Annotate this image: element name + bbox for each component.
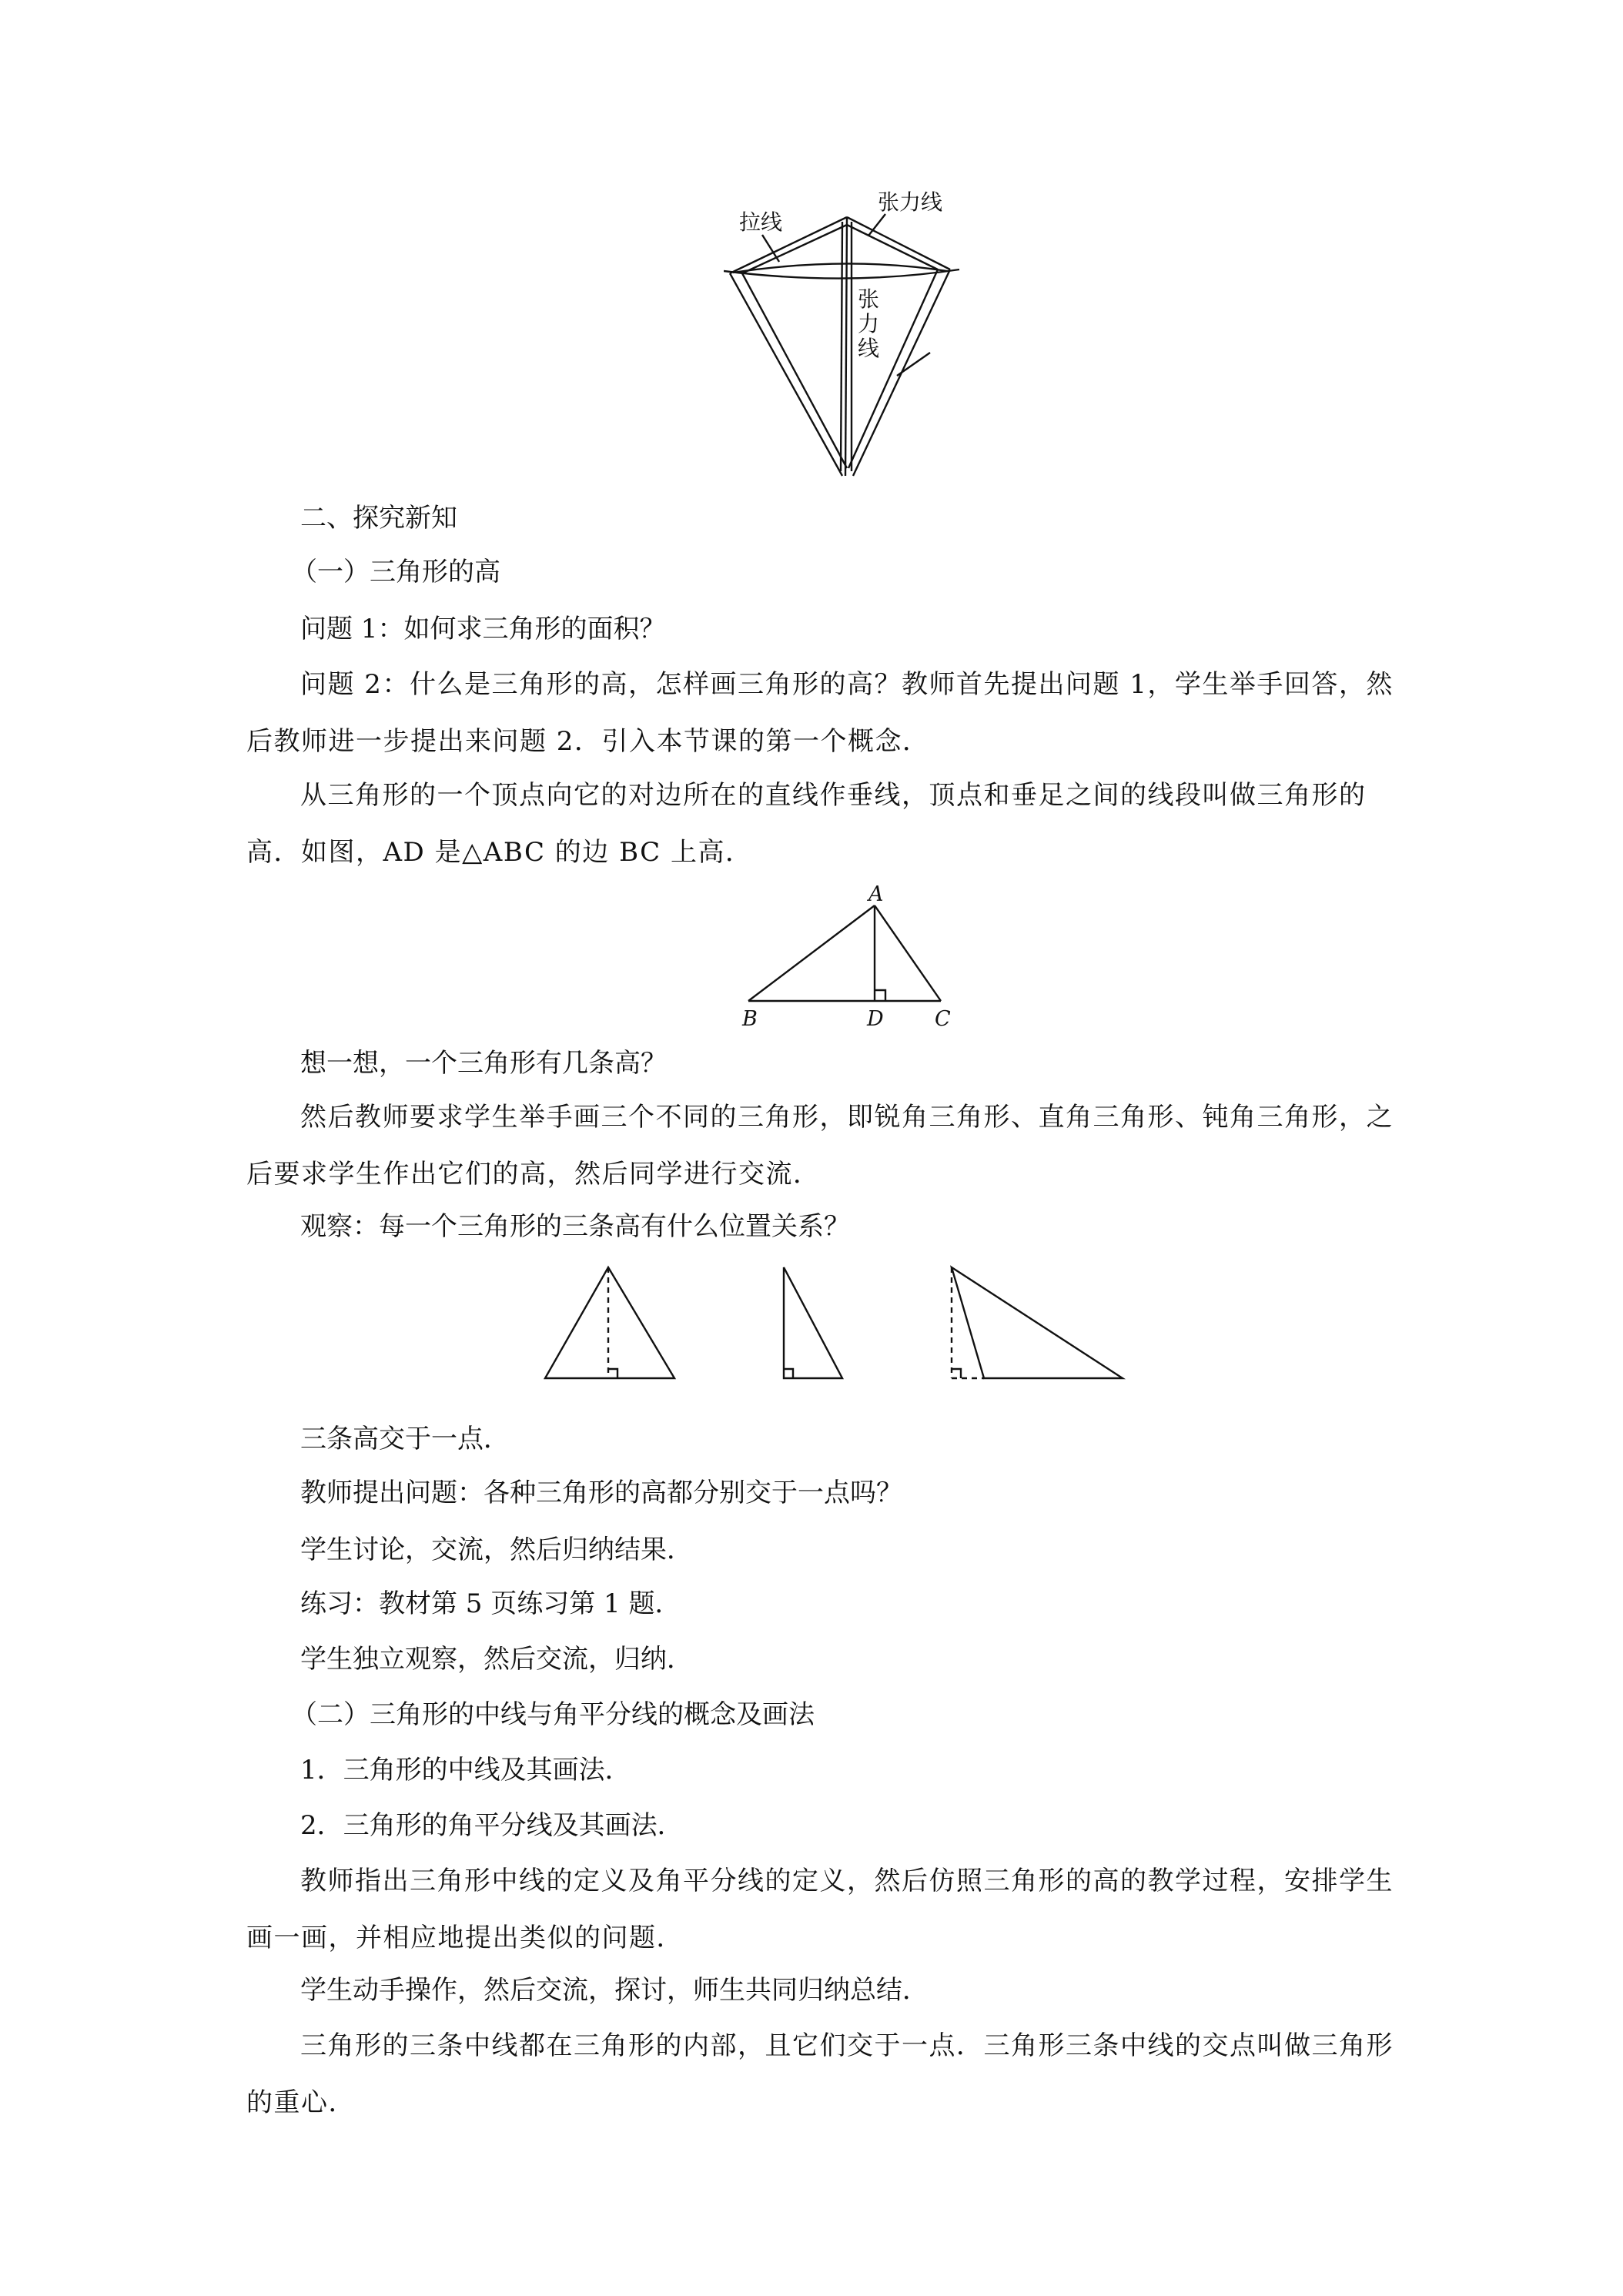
pull-line-label: 拉线 (739, 209, 783, 235)
teacher-question: 教师提出问题：各种三角形的高都分别交于一点吗？ (300, 1478, 902, 1508)
kite-figure (724, 185, 970, 477)
question-1: 问题 1：如何求三角形的面积？ (300, 614, 666, 644)
question-2: 问题 2：什么是三角形的高，怎样画三角形的高？教师首先提出问题 1，学生举手回答，然后教师进一步提出来问题 2．引入本节课的第一个概念． (246, 669, 1394, 757)
obtuse-triangle (952, 1267, 1123, 1378)
tension-line-top-label: 张力线 (878, 189, 943, 215)
triangle-abc-figure (731, 884, 962, 1030)
section-heading: 二、探究新知 (300, 503, 457, 534)
acute-triangle (545, 1267, 674, 1378)
vertex-a-label: A (868, 884, 884, 906)
observe-prompt: 观察：每一个三角形的三条高有什么位置关系？ (300, 1211, 850, 1242)
draw-three-triangles: 然后教师要求学生举手画三个不同的三角形，即锐角三角形、直角三角形、钝角三角形，之后要求学生作出它们的高，然后同学进行交流． (246, 1102, 1394, 1190)
three-triangles-figure (539, 1253, 1139, 1389)
tension-line-vertical-label-3: 线 (858, 336, 880, 361)
think-prompt: 想一想，一个三角形有几条高？ (300, 1048, 667, 1079)
vertex-c-label: C (935, 1007, 951, 1030)
item-angle-bisector: 2．三角形的角平分线及其画法． (300, 1810, 684, 1841)
tension-line-vertical-label-1: 张 (858, 286, 880, 312)
vertex-b-label: B (742, 1007, 758, 1030)
item-median: 1．三角形的中线及其画法． (300, 1755, 631, 1786)
hands-on: 学生动手操作，然后交流，探讨，师生共同归纳总结． (300, 1975, 929, 2006)
subsection-heading-median-bisector: （二）三角形的中线与角平分线的概念及画法 (291, 1699, 815, 1730)
teacher-point: 教师指出三角形中线的定义及角平分线的定义，然后仿照三角形的高的教学过程，安排学生画一画，并相应地提出类似的问题． (246, 1866, 1394, 1953)
student-discussion: 学生讨论，交流，然后归纳结果． (300, 1535, 693, 1565)
right-triangle (784, 1267, 842, 1378)
foot-d-label: D (867, 1007, 884, 1030)
independent-observation: 学生独立观察，然后交流，归纳． (300, 1644, 693, 1675)
altitude-definition: 从三角形的一个顶点向它的对边所在的直线作垂线，顶点和垂足之间的线段叫做三角形的高．如图，AD 是△ABC 的边 BC 上高． (246, 780, 1367, 868)
exercise: 练习：教材第 5 页练习第 1 题． (300, 1588, 681, 1619)
subsection-heading-altitude: （一）三角形的高 (291, 557, 500, 587)
altitudes-conclusion: 三条高交于一点． (300, 1424, 510, 1454)
tension-line-vertical-label-2: 力 (858, 311, 880, 336)
centroid-definition: 三角形的三条中线都在三角形的内部，且它们交于一点．三角形三条中线的交点叫做三角形的重心． (246, 2030, 1394, 2118)
